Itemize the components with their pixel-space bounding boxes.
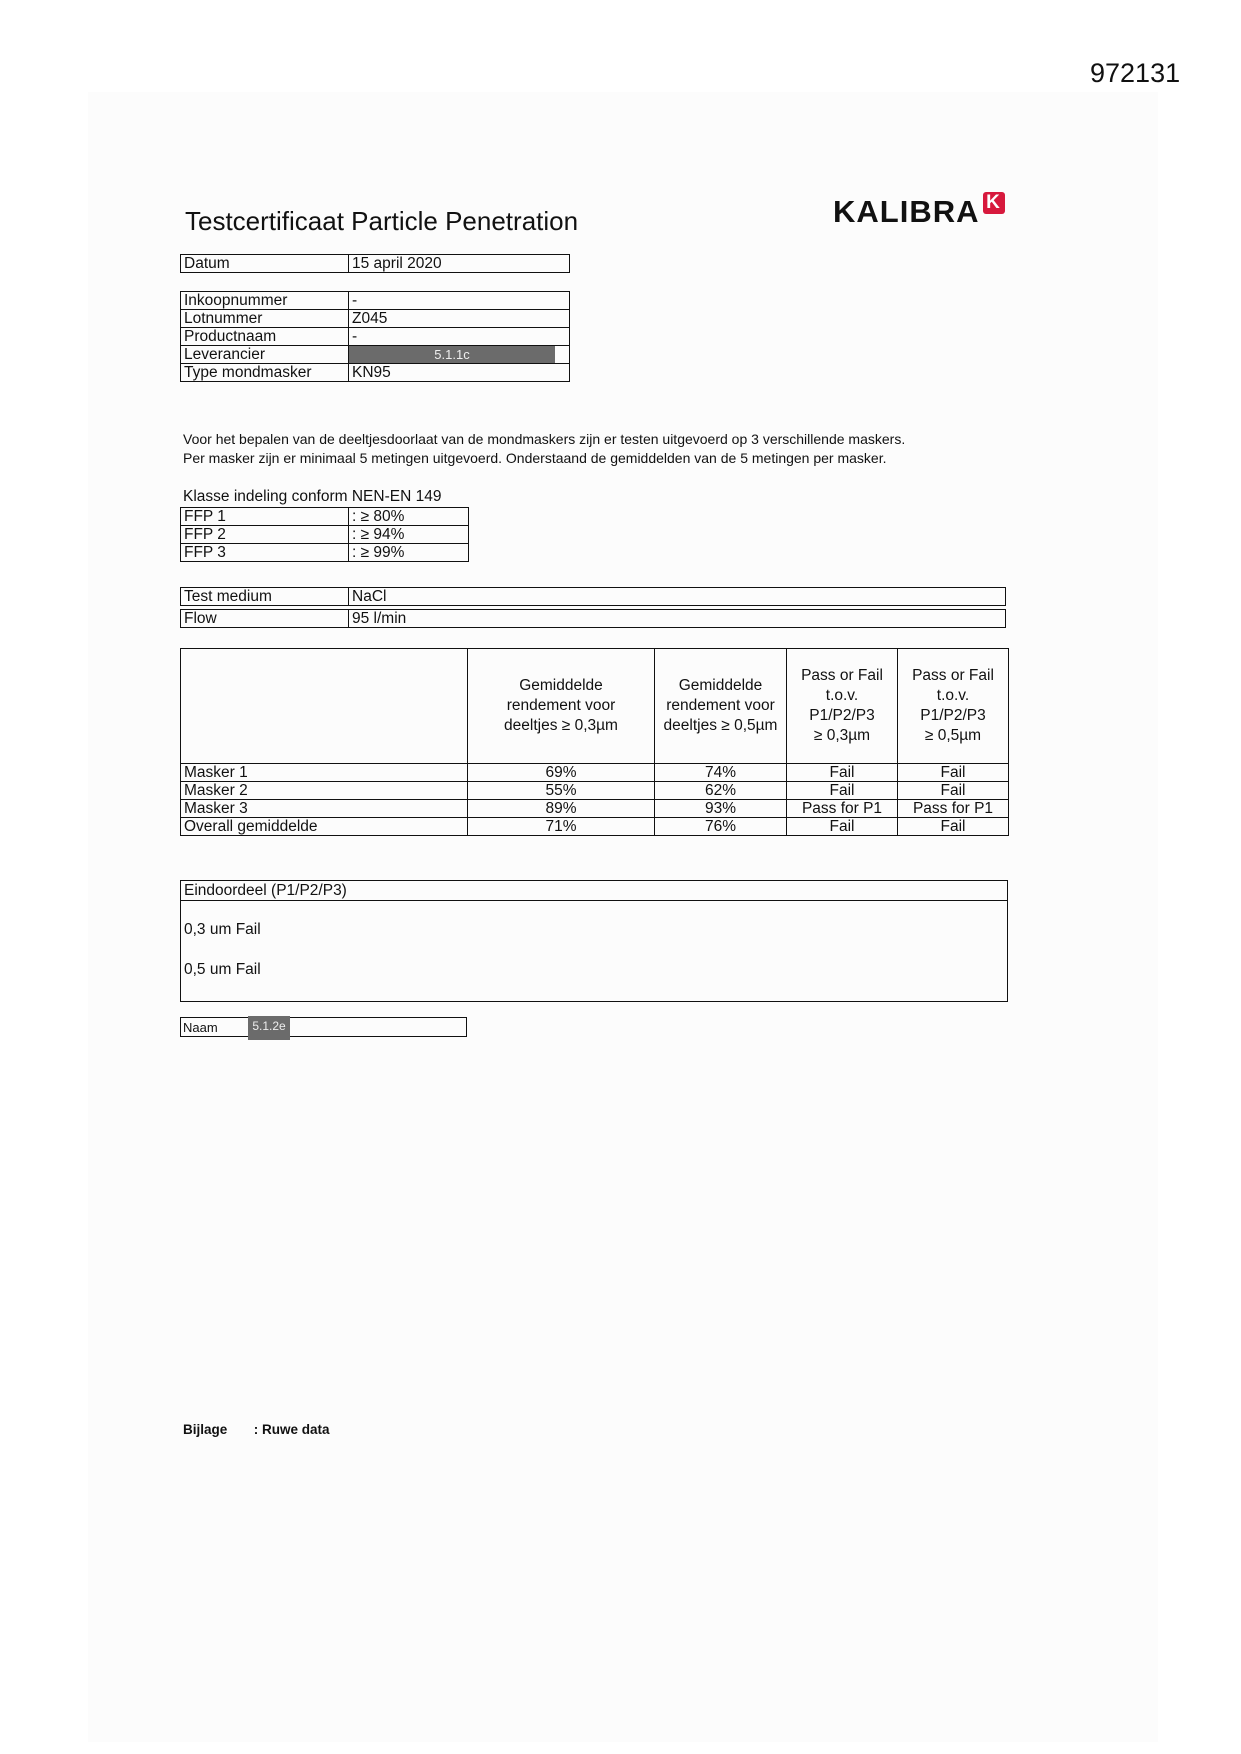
naam-label: Naam xyxy=(183,1020,218,1035)
flow-table xyxy=(180,609,1006,628)
cell-value: 76% xyxy=(655,818,787,836)
cell-value: 89% xyxy=(468,800,655,818)
table-row xyxy=(181,800,1009,818)
bijlage-value: : Ruwe data xyxy=(253,1422,330,1437)
cell-value: 71% xyxy=(468,818,655,836)
product-info-label: Type mondmasker xyxy=(181,364,349,382)
cell-value: 74% xyxy=(655,764,787,782)
row-label: Masker 3 xyxy=(181,800,468,818)
eindoordeel-line: 0,5 um Fail xyxy=(184,961,261,978)
eindoordeel-line: 0,3 um Fail xyxy=(184,921,261,938)
klasse-label: FFP 2 xyxy=(181,526,349,544)
product-info-value: KN95 xyxy=(349,364,570,382)
datum-value: 15 april 2020 xyxy=(349,255,570,273)
datum-table xyxy=(180,254,570,273)
test-row xyxy=(181,610,1006,628)
logo-text: KALIBRA xyxy=(833,194,980,229)
results-header-cell xyxy=(787,649,898,764)
test-label: Test medium xyxy=(181,588,349,606)
document-number: 972131 xyxy=(1090,58,1181,88)
row-label: Masker 2 xyxy=(181,782,468,800)
cell-value: Fail xyxy=(787,782,898,800)
klasse-value: : ≥ 80% xyxy=(349,508,469,526)
results-header-row xyxy=(181,649,1009,764)
test-medium-table xyxy=(180,587,1006,606)
cell-value: Pass for P1 xyxy=(787,800,898,818)
product-info-label: Lotnummer xyxy=(181,310,349,328)
product-info-row xyxy=(181,292,570,310)
product-info-row xyxy=(181,328,570,346)
klasse-title: Klasse indeling conform NEN-EN 149 xyxy=(183,488,442,505)
header-line: t.o.v. xyxy=(825,687,859,704)
results-header-cell xyxy=(468,649,655,764)
logo-mark-icon: K xyxy=(983,192,1005,214)
eindoordeel-title: Eindoordeel (P1/P2/P3) xyxy=(181,881,1007,901)
header-line: Gemiddelde xyxy=(678,677,763,694)
kalibra-logo xyxy=(833,194,1005,230)
table-row xyxy=(181,764,1009,782)
eindoordeel-box xyxy=(180,880,1008,1002)
cell-value: Fail xyxy=(898,782,1009,800)
product-info-label: Productnaam xyxy=(181,328,349,346)
header-line: Pass or Fail xyxy=(801,667,883,684)
results-table xyxy=(180,648,1009,836)
results-header-empty xyxy=(181,649,468,764)
product-info-label: Leverancier xyxy=(181,346,349,364)
cell-value: Pass for P1 xyxy=(898,800,1009,818)
product-info-table xyxy=(180,291,570,382)
header-line: Gemiddelde xyxy=(519,677,603,694)
cell-value: Fail xyxy=(898,818,1009,836)
redacted-name: 5.1.2e xyxy=(248,1016,290,1040)
table-row xyxy=(181,782,1009,800)
bijlage-label: Bijlage xyxy=(183,1422,228,1437)
header-line: t.o.v. xyxy=(936,687,970,704)
results-header-cell xyxy=(898,649,1009,764)
header-line: rendement voor xyxy=(666,697,775,714)
description-line: Per masker zijn er minimaal 5 metingen uitgevoerd. Onderstaand de gemiddelden van de 5 metingen per masker. xyxy=(183,449,887,466)
klasse-label: FFP 3 xyxy=(181,544,349,562)
redacted-supplier: 5.1.1c xyxy=(349,346,555,363)
klasse-row xyxy=(181,508,469,526)
klasse-value: : ≥ 99% xyxy=(349,544,469,562)
klasse-row xyxy=(181,544,469,562)
header-line: deeltjes ≥ 0,5µm xyxy=(663,717,778,734)
product-info-value: - xyxy=(349,328,570,346)
cell-value: 93% xyxy=(655,800,787,818)
row-label: Masker 1 xyxy=(181,764,468,782)
cell-value: Fail xyxy=(787,764,898,782)
bijlage-line xyxy=(183,1422,330,1437)
header-line: Pass or Fail xyxy=(912,667,994,684)
test-value: NaCl xyxy=(349,588,1006,606)
results-header-cell xyxy=(655,649,787,764)
test-value: 95 l/min xyxy=(349,610,1006,628)
header-line: ≥ 0,3µm xyxy=(813,727,871,744)
cell-value: 69% xyxy=(468,764,655,782)
row-label: Overall gemiddelde xyxy=(181,818,468,836)
klasse-value: : ≥ 94% xyxy=(349,526,469,544)
description-paragraph xyxy=(183,430,905,467)
naam-field xyxy=(180,1017,467,1037)
cell-value: 55% xyxy=(468,782,655,800)
product-info-row xyxy=(181,310,570,328)
product-info-value: Z045 xyxy=(349,310,570,328)
test-label: Flow xyxy=(181,610,349,628)
klasse-row xyxy=(181,526,469,544)
product-info-value xyxy=(349,346,570,364)
datum-label: Datum xyxy=(181,255,349,273)
klasse-table xyxy=(180,507,469,562)
product-info-label: Inkoopnummer xyxy=(181,292,349,310)
test-row xyxy=(181,588,1006,606)
header-line: P1/P2/P3 xyxy=(920,707,986,724)
cell-value: Fail xyxy=(787,818,898,836)
product-info-row xyxy=(181,346,570,364)
cell-value: Fail xyxy=(898,764,1009,782)
product-info-row xyxy=(181,364,570,382)
datum-row xyxy=(181,255,570,273)
header-line: P1/P2/P3 xyxy=(809,707,875,724)
table-row xyxy=(181,818,1009,836)
header-line: rendement voor xyxy=(506,697,616,714)
header-line: ≥ 0,5µm xyxy=(924,727,982,744)
header-line: deeltjes ≥ 0,3µm xyxy=(504,717,618,734)
klasse-label: FFP 1 xyxy=(181,508,349,526)
description-line: Voor het bepalen van de deeltjesdoorlaat van de mondmaskers zijn er testen uitgevoerd op 3 verschillende maskers. xyxy=(183,431,906,447)
cell-value: 62% xyxy=(655,782,787,800)
page-title: Testcertificaat Particle Penetration xyxy=(185,206,579,236)
product-info-value: - xyxy=(349,292,570,310)
